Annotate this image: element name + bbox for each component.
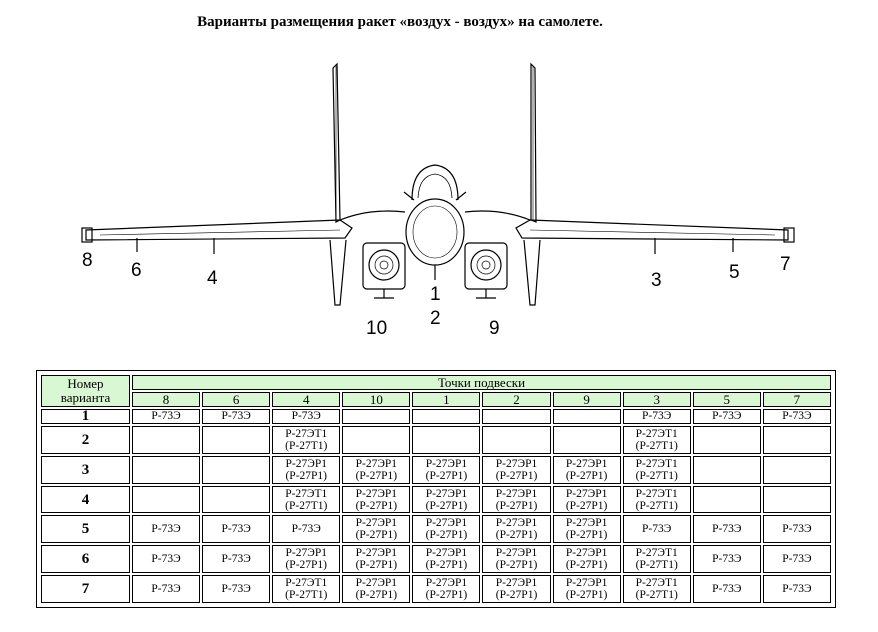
table-cell: Р-27ЭР1 (Р-27Р1) [412, 515, 480, 543]
table-cell: Р-27ЭТ1 (Р-27Т1) [623, 486, 691, 514]
table-cell [763, 486, 831, 514]
variant-number: 5 [41, 515, 130, 543]
table-cell: Р-73Э [202, 409, 270, 424]
weapons-table [39, 373, 833, 605]
table-row [41, 515, 831, 543]
table-cell [202, 486, 270, 514]
column-header-point-9: 9 [553, 392, 621, 407]
table-cell: Р-73Э [763, 409, 831, 424]
table-cell: Р-27ЭР1 (Р-27Р1) [482, 515, 550, 543]
table-cell: Р-73Э [202, 575, 270, 603]
table-cell [412, 409, 480, 424]
page-title: Варианты размещения ракет «воздух - воздух» на самолете. [197, 14, 603, 30]
variant-number: 1 [41, 409, 130, 424]
variant-number: 6 [41, 545, 130, 573]
table-cell: Р-27ЭТ1 (Р-27Т1) [623, 426, 691, 454]
variant-number: 3 [41, 456, 130, 484]
table-cell [763, 456, 831, 484]
table-cell: Р-27ЭР1 (Р-27Р1) [553, 575, 621, 603]
point-label-8: 8 [82, 250, 93, 271]
table-cell: Р-73Э [763, 575, 831, 603]
table-cell: Р-73Э [272, 409, 340, 424]
table-cell [342, 426, 410, 454]
point-label-9: 9 [489, 318, 500, 339]
table-cell: Р-73Э [272, 515, 340, 543]
point-label-10: 10 [366, 318, 388, 339]
point-label-6: 6 [131, 260, 142, 281]
table-cell: Р-27ЭТ1 (Р-27Т1) [623, 545, 691, 573]
table-cell: Р-27ЭТ1 (Р-27Т1) [623, 575, 691, 603]
variant-number: 4 [41, 486, 130, 514]
table-cell: Р-27ЭТ1 (Р-27Т1) [272, 426, 340, 454]
table-cell: Р-27ЭР1 (Р-27Р1) [412, 575, 480, 603]
variant-number: 2 [41, 426, 130, 454]
table-cell: Р-27ЭР1 (Р-27Р1) [342, 545, 410, 573]
table-row [41, 456, 831, 484]
header-variant: Номер варианта [41, 375, 130, 407]
table-cell: Р-27ЭР1 (Р-27Р1) [412, 545, 480, 573]
table-cell: Р-27ЭР1 (Р-27Р1) [553, 515, 621, 543]
table-row [41, 545, 831, 573]
table-cell: Р-73Э [693, 545, 761, 573]
column-header-point-1: 1 [412, 392, 480, 407]
table-cell: Р-27ЭР1 (Р-27Р1) [553, 486, 621, 514]
table-cell [482, 409, 550, 424]
table-cell [763, 426, 831, 454]
table-cell: Р-73Э [132, 545, 200, 573]
table-cell: Р-27ЭР1 (Р-27Р1) [412, 456, 480, 484]
column-header-point-2: 2 [482, 392, 550, 407]
table-cell: Р-73Э [202, 545, 270, 573]
table-cell [693, 486, 761, 514]
table-cell: Р-73Э [693, 409, 761, 424]
table-cell: Р-27ЭР1 (Р-27Р1) [482, 486, 550, 514]
table-cell: Р-73Э [202, 515, 270, 543]
table-cell [132, 486, 200, 514]
point-label-4: 4 [207, 268, 218, 289]
point-label-5: 5 [729, 262, 740, 283]
table-cell [342, 409, 410, 424]
column-header-point-10: 10 [342, 392, 410, 407]
table-cell: Р-73Э [623, 409, 691, 424]
table-row [41, 426, 831, 454]
table-cell: Р-27ЭР1 (Р-27Р1) [553, 456, 621, 484]
table-cell: Р-73Э [623, 515, 691, 543]
table-cell: Р-73Э [132, 515, 200, 543]
table-cell: Р-27ЭТ1 (Р-27Т1) [623, 456, 691, 484]
point-label-1: 1 [430, 284, 441, 305]
table-row [41, 409, 831, 424]
table-cell [202, 456, 270, 484]
table-cell: Р-27ЭР1 (Р-27Р1) [342, 456, 410, 484]
table-cell: Р-73Э [693, 575, 761, 603]
header-columns-row [41, 392, 831, 407]
table-cell: Р-73Э [693, 515, 761, 543]
table-cell [693, 456, 761, 484]
table-cell [553, 409, 621, 424]
table-row [41, 486, 831, 514]
header-points: Точки подвески [132, 375, 831, 390]
column-header-point-5: 5 [693, 392, 761, 407]
table-cell: Р-27ЭТ1 (Р-27Т1) [272, 575, 340, 603]
table-cell: Р-27ЭР1 (Р-27Р1) [482, 545, 550, 573]
table-cell: Р-27ЭР1 (Р-27Р1) [482, 456, 550, 484]
table-cell: Р-73Э [132, 575, 200, 603]
table-cell: Р-27ЭР1 (Р-27Р1) [482, 575, 550, 603]
table-cell: Р-27ЭР1 (Р-27Р1) [342, 575, 410, 603]
column-header-point-7: 7 [763, 392, 831, 407]
point-label-3: 3 [651, 270, 662, 291]
variant-number: 7 [41, 575, 130, 603]
column-header-point-4: 4 [272, 392, 340, 407]
table-cell: Р-73Э [763, 545, 831, 573]
table-cell: Р-73Э [132, 409, 200, 424]
table-cell [202, 426, 270, 454]
table-cell: Р-27ЭР1 (Р-27Р1) [412, 486, 480, 514]
column-header-point-3: 3 [623, 392, 691, 407]
table-cell [693, 426, 761, 454]
column-header-point-8: 8 [132, 392, 200, 407]
aircraft-front-view-diagram [0, 40, 878, 340]
table-cell [553, 426, 621, 454]
aircraft-outline [82, 64, 794, 305]
point-label-2: 2 [430, 308, 441, 329]
table-row [41, 575, 831, 603]
table-cell: Р-27ЭР1 (Р-27Р1) [272, 456, 340, 484]
table-cell: Р-27ЭР1 (Р-27Р1) [272, 545, 340, 573]
table-cell [132, 456, 200, 484]
point-label-7: 7 [780, 254, 791, 275]
table-cell [412, 426, 480, 454]
table-cell: Р-27ЭР1 (Р-27Р1) [342, 486, 410, 514]
column-header-point-6: 6 [202, 392, 270, 407]
weapons-table-frame [36, 370, 836, 608]
table-body [41, 409, 831, 603]
table-cell: Р-27ЭР1 (Р-27Р1) [553, 545, 621, 573]
table-cell [482, 426, 550, 454]
table-cell [132, 426, 200, 454]
table-cell: Р-73Э [763, 515, 831, 543]
table-cell: Р-27ЭТ1 (Р-27Т1) [272, 486, 340, 514]
table-cell: Р-27ЭР1 (Р-27Р1) [342, 515, 410, 543]
suspension-point-labels [82, 250, 791, 339]
